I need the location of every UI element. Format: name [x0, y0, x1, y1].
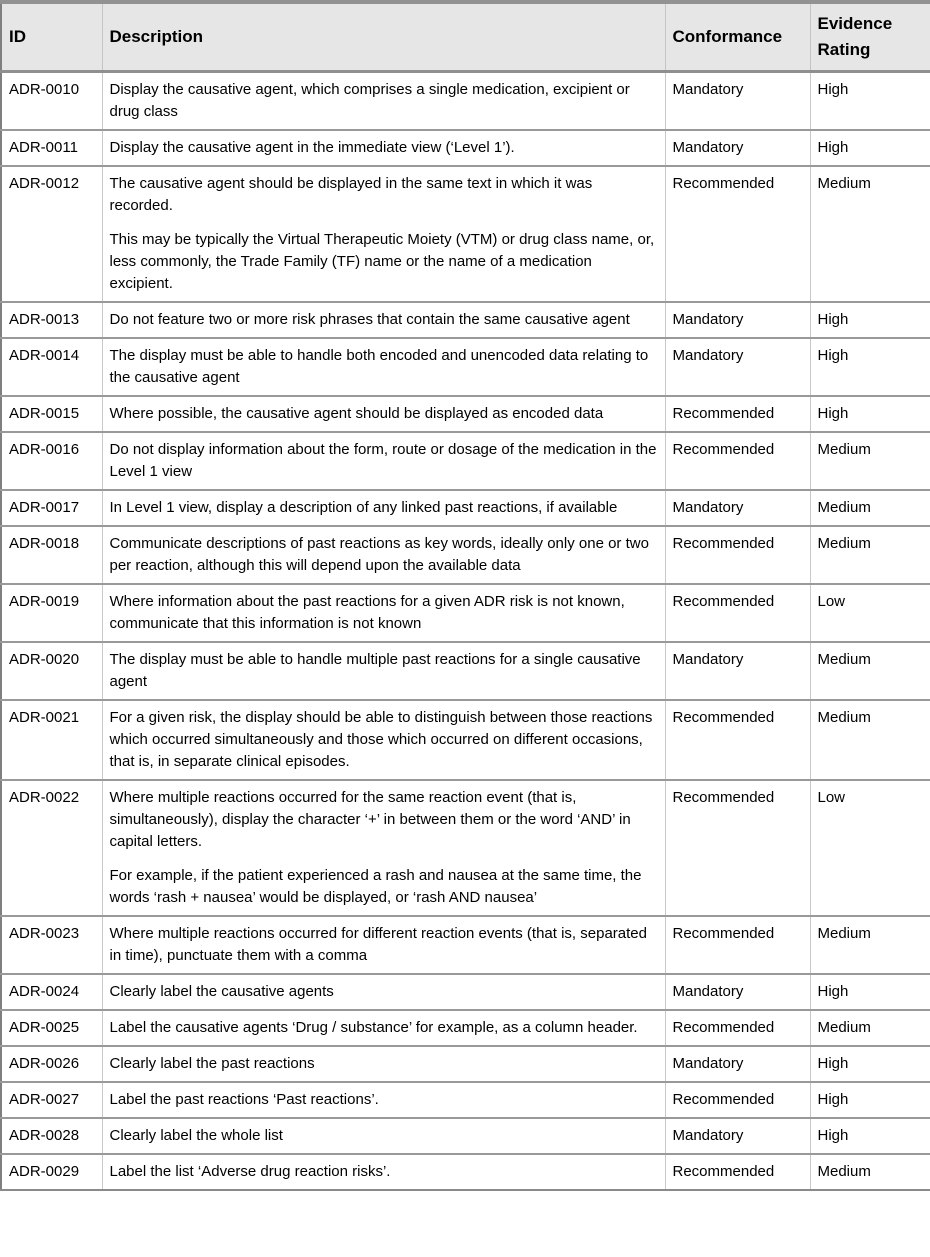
row-conformance-cell: Recommended [665, 780, 810, 916]
table-row [1, 974, 930, 1010]
row-conformance-cell: Recommended [665, 432, 810, 490]
row-conformance-cell: Recommended [665, 166, 810, 302]
table-row [1, 1010, 930, 1046]
description-paragraph: Where information about the past reactions for a given ADR risk is not known, communicate that this information is not known [109, 593, 625, 632]
row-description-cell [102, 780, 665, 916]
row-description-cell [102, 526, 665, 584]
row-evidence-cell: Medium [810, 642, 930, 700]
description-paragraph: Display the causative agent in the immediate view (‘Level 1’). [109, 139, 515, 156]
row-id-cell: ADR-0015 [1, 396, 102, 432]
row-id-cell: ADR-0022 [1, 780, 102, 916]
row-evidence-cell: High [810, 338, 930, 396]
row-evidence-cell: Medium [810, 1154, 930, 1190]
row-description-cell [102, 490, 665, 526]
table-row [1, 72, 930, 131]
table-header-row [1, 2, 930, 72]
row-evidence-cell: Medium [810, 700, 930, 780]
row-evidence-cell: High [810, 1082, 930, 1118]
row-conformance-cell: Recommended [665, 916, 810, 974]
row-description-cell [102, 584, 665, 642]
row-id-cell: ADR-0016 [1, 432, 102, 490]
table-row [1, 432, 930, 490]
row-evidence-cell: High [810, 130, 930, 166]
description-paragraph: Display the causative agent, which comprises a single medication, excipient or drug class [109, 81, 630, 120]
row-description-cell [102, 1118, 665, 1154]
description-paragraph: Where multiple reactions occurred for different reaction events (that is, separated in time), punctuate them with a comma [109, 925, 647, 964]
row-evidence-cell: Medium [810, 166, 930, 302]
row-conformance-cell: Recommended [665, 700, 810, 780]
description-paragraph: For example, if the patient experienced a rash and nausea at the same time, the words ‘rash + nausea’ would be displayed, or ‘rash AND nausea’ [109, 867, 642, 906]
description-paragraph: Label the causative agents ‘Drug / substance’ for example, as a column header. [109, 1019, 638, 1036]
row-id-cell: ADR-0020 [1, 642, 102, 700]
table-row [1, 490, 930, 526]
row-description-cell [102, 1010, 665, 1046]
row-description-cell [102, 72, 665, 131]
row-description-cell [102, 916, 665, 974]
row-evidence-cell: High [810, 1046, 930, 1082]
row-conformance-cell: Mandatory [665, 490, 810, 526]
row-evidence-cell: High [810, 974, 930, 1010]
description-paragraph: In Level 1 view, display a description of any linked past reactions, if available [109, 499, 618, 516]
row-evidence-cell: Low [810, 780, 930, 916]
row-evidence-cell: High [810, 1118, 930, 1154]
column-header-description: Description [102, 2, 665, 72]
table-row [1, 526, 930, 584]
description-paragraph: The display must be able to handle both encoded and unencoded data relating to the causative agent [109, 347, 649, 386]
row-conformance-cell: Mandatory [665, 642, 810, 700]
row-description-cell [102, 432, 665, 490]
row-conformance-cell: Mandatory [665, 72, 810, 131]
table-row [1, 130, 930, 166]
row-conformance-cell: Recommended [665, 1154, 810, 1190]
row-description-cell [102, 1082, 665, 1118]
description-paragraph: Where multiple reactions occurred for the same reaction event (that is, simultaneously), display the character ‘+’ in between them or the word ‘AND’ in capital letters. [109, 789, 631, 850]
row-id-cell: ADR-0025 [1, 1010, 102, 1046]
row-id-cell: ADR-0014 [1, 338, 102, 396]
row-id-cell: ADR-0027 [1, 1082, 102, 1118]
table-row [1, 584, 930, 642]
row-evidence-cell: Medium [810, 432, 930, 490]
row-evidence-cell: Medium [810, 490, 930, 526]
table-row [1, 338, 930, 396]
description-paragraph: Where possible, the causative agent should be displayed as encoded data [109, 405, 604, 422]
table-header [1, 2, 930, 72]
description-paragraph: The display must be able to handle multiple past reactions for a single causative agent [109, 651, 641, 690]
row-evidence-cell: Medium [810, 1010, 930, 1046]
row-conformance-cell: Mandatory [665, 1046, 810, 1082]
row-description-cell [102, 642, 665, 700]
row-id-cell: ADR-0028 [1, 1118, 102, 1154]
row-id-cell: ADR-0010 [1, 72, 102, 131]
row-conformance-cell: Recommended [665, 396, 810, 432]
row-conformance-cell: Mandatory [665, 338, 810, 396]
row-id-cell: ADR-0018 [1, 526, 102, 584]
column-header-evidence-rating: Evidence Rating [810, 2, 930, 72]
table-row [1, 916, 930, 974]
table-row [1, 1082, 930, 1118]
row-id-cell: ADR-0013 [1, 302, 102, 338]
description-paragraph: Label the list ‘Adverse drug reaction risks’. [109, 1163, 391, 1180]
description-paragraph: This may be typically the Virtual Therapeutic Moiety (VTM) or drug class name, or, less commonly, the Trade Family (TF) name or the name of a medication excipient. [109, 231, 655, 292]
row-evidence-cell: Medium [810, 916, 930, 974]
description-paragraph: For a given risk, the display should be able to distinguish between those reactions which occurred simultaneously and those which occurred on different occasions, that is, in separate clinical episodes. [109, 709, 653, 770]
row-description-cell [102, 974, 665, 1010]
description-paragraph: Do not feature two or more risk phrases that contain the same causative agent [109, 311, 630, 328]
row-evidence-cell: High [810, 72, 930, 131]
row-conformance-cell: Recommended [665, 526, 810, 584]
table-body [1, 72, 930, 1191]
column-header-conformance: Conformance [665, 2, 810, 72]
table-row [1, 1118, 930, 1154]
table-row [1, 700, 930, 780]
table-row [1, 396, 930, 432]
row-description-cell [102, 1046, 665, 1082]
row-id-cell: ADR-0021 [1, 700, 102, 780]
row-evidence-cell: High [810, 302, 930, 338]
description-paragraph: Label the past reactions ‘Past reactions’. [109, 1091, 379, 1108]
row-description-cell [102, 338, 665, 396]
table-row [1, 302, 930, 338]
table-row [1, 642, 930, 700]
description-paragraph: Clearly label the past reactions [109, 1055, 315, 1072]
row-description-cell [102, 166, 665, 302]
row-evidence-cell: High [810, 396, 930, 432]
description-paragraph: Clearly label the causative agents [109, 983, 334, 1000]
description-paragraph: Clearly label the whole list [109, 1127, 283, 1144]
description-paragraph: The causative agent should be displayed in the same text in which it was recorded. [109, 175, 593, 214]
table-row [1, 780, 930, 916]
row-description-cell [102, 1154, 665, 1190]
description-paragraph: Communicate descriptions of past reactions as key words, ideally only one or two per reaction, although this will depend upon the available data [109, 535, 649, 574]
row-description-cell [102, 396, 665, 432]
row-conformance-cell: Recommended [665, 1082, 810, 1118]
row-id-cell: ADR-0017 [1, 490, 102, 526]
row-conformance-cell: Mandatory [665, 302, 810, 338]
row-evidence-cell: Medium [810, 526, 930, 584]
row-id-cell: ADR-0024 [1, 974, 102, 1010]
row-description-cell [102, 302, 665, 338]
description-paragraph: Do not display information about the form, route or dosage of the medication in the Level 1 view [109, 441, 657, 480]
column-header-id: ID [1, 2, 102, 72]
row-id-cell: ADR-0029 [1, 1154, 102, 1190]
row-conformance-cell: Mandatory [665, 130, 810, 166]
row-id-cell: ADR-0023 [1, 916, 102, 974]
table-row [1, 166, 930, 302]
row-id-cell: ADR-0026 [1, 1046, 102, 1082]
row-description-cell [102, 130, 665, 166]
row-description-cell [102, 700, 665, 780]
row-conformance-cell: Mandatory [665, 1118, 810, 1154]
table-row [1, 1154, 930, 1190]
row-evidence-cell: Low [810, 584, 930, 642]
row-conformance-cell: Mandatory [665, 974, 810, 1010]
row-conformance-cell: Recommended [665, 1010, 810, 1046]
row-id-cell: ADR-0019 [1, 584, 102, 642]
row-conformance-cell: Recommended [665, 584, 810, 642]
row-id-cell: ADR-0012 [1, 166, 102, 302]
row-id-cell: ADR-0011 [1, 130, 102, 166]
table-row [1, 1046, 930, 1082]
